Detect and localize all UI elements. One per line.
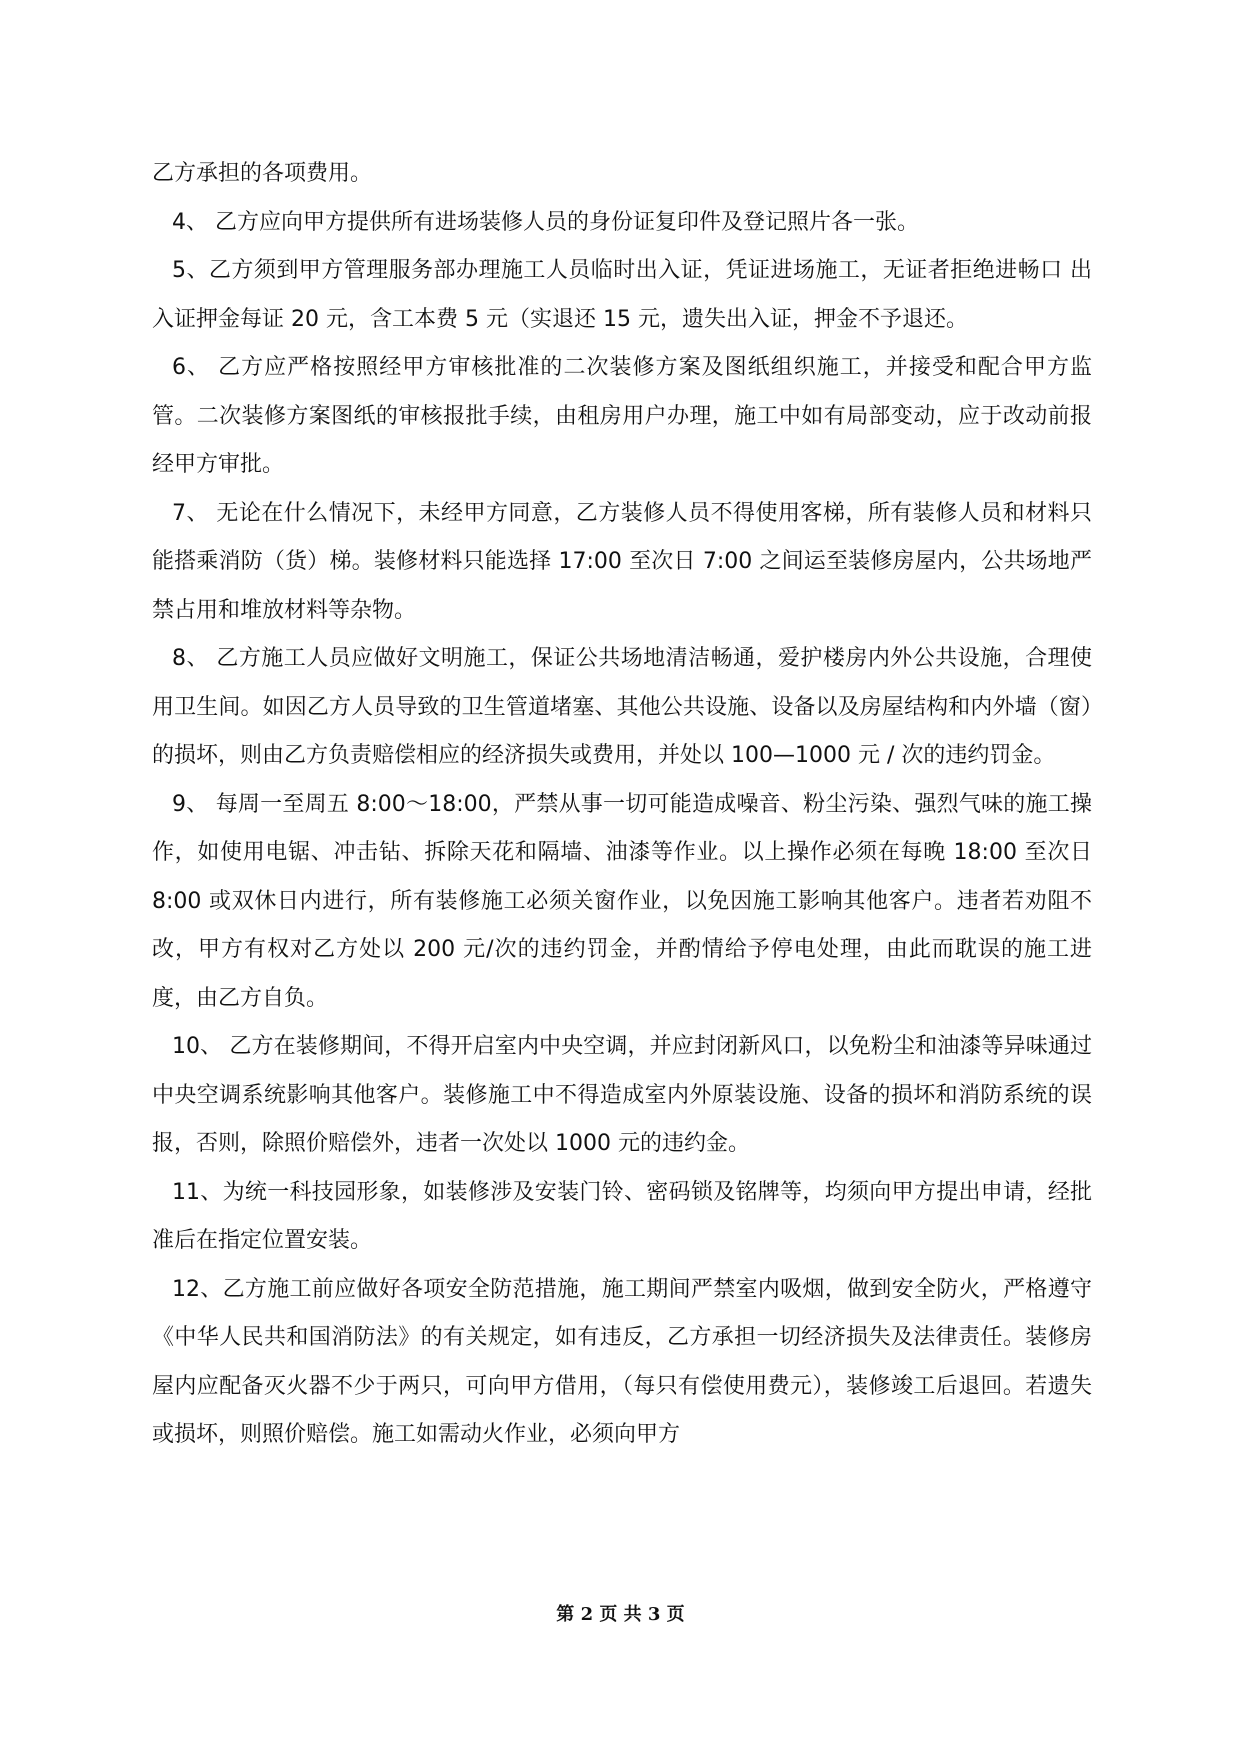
paragraph-item-12: 12、乙方施工前应做好各项安全防范措施，施工期间严禁室内吸烟，做到安全防火，严格遵守《中华人民共和国消防法》的有关规定，如有违反，乙方承担一切经济损失及法律责任。装修房屋内应配备灭火器不少于两只，可向甲方借用，（每只有偿使用费元），装修竣工后退回。若遗失或损坏，则照价赔偿。施工如需动火作业，必须向甲方 — [152, 1276, 1092, 1447]
paragraph-item-4: 4、 乙方应向甲方提供所有进场装修人员的身份证复印件及登记照片各一张。 — [172, 209, 919, 235]
paragraph-item-7: 7、 无论在什么情况下，未经甲方同意，乙方装修人员不得使用客梯，所有装修人员和材料只能搭乘消防（货）梯。装修材料只能选择 17:00 至次日 7:00 之间运至装修房屋内，公共场地严禁占用和堆放材料等杂物。 — [152, 500, 1092, 623]
paragraph-item-8: 8、 乙方施工人员应做好文明施工，保证公共场地清洁畅通，爱护楼房内外公共设施，合理使用卫生间。如因乙方人员导致的卫生管道堵塞、其他公共设施、设备以及房屋结构和内外墙（窗）的损坏，则由乙方负责赔偿相应的经济损失或费用，并处以 100—1000 元 / 次的违约罚金。 — [152, 646, 1092, 768]
paragraph-item-5: 5、乙方须到甲方管理服务部办理施工人员临时出入证，凭证进场施工，无证者拒绝进畅口 出入证押金每证 20 元，含工本费 5 元（实退还 15 元，遗失出入证，押金不予退还。 — [152, 258, 1092, 332]
page-number-footer: 第 2 页 共 3 页 — [556, 1604, 685, 1625]
paragraph-item-10: 10、 乙方在装修期间，不得开启室内中央空调，并应封闭新风口，以免粉尘和油漆等异味通过中央空调系统影响其他客户。装修施工中不得造成室内外原装设施、设备的损坏和消防系统的误报，否则，除照价赔偿外，违者一次处以 1000 元的违约金。 — [152, 1034, 1092, 1156]
paragraph-item-6: 6、 乙方应严格按照经甲方审核批准的二次装修方案及图纸组织施工，并接受和配合甲方监管。二次装修方案图纸的审核报批手续，由租房用户办理，施工中如有局部变动，应于改动前报经甲方审批。 — [152, 355, 1092, 477]
paragraph-item-9: 9、 每周一至周五 8:00～18:00，严禁从事一切可能造成噪音、粉尘污染、强烈气味的施工操作，如使用电锯、冲击钻、拆除天花和隔墙、油漆等作业。以上操作必须在每晚 18:00 至次日 8:00 或双休日内进行，所有装修施工必须关窗作业，以免因施工影响其他客户。违者若劝阻不改，甲方有权对乙方处以 200 元/次的违约罚金，并酌情给予停电处理，由此而耽误的施工进度，由乙方自负。 — [152, 791, 1092, 1011]
paragraph-continuation: 乙方承担的各项费用。 — [152, 161, 373, 186]
document-body — [152, 150, 1092, 1460]
paragraph-item-11: 11、为统一科技园形象，如装修涉及安装门铃、密码锁及铭牌等，均须向甲方提出申请，经批准后在指定位置安装。 — [152, 1179, 1092, 1253]
